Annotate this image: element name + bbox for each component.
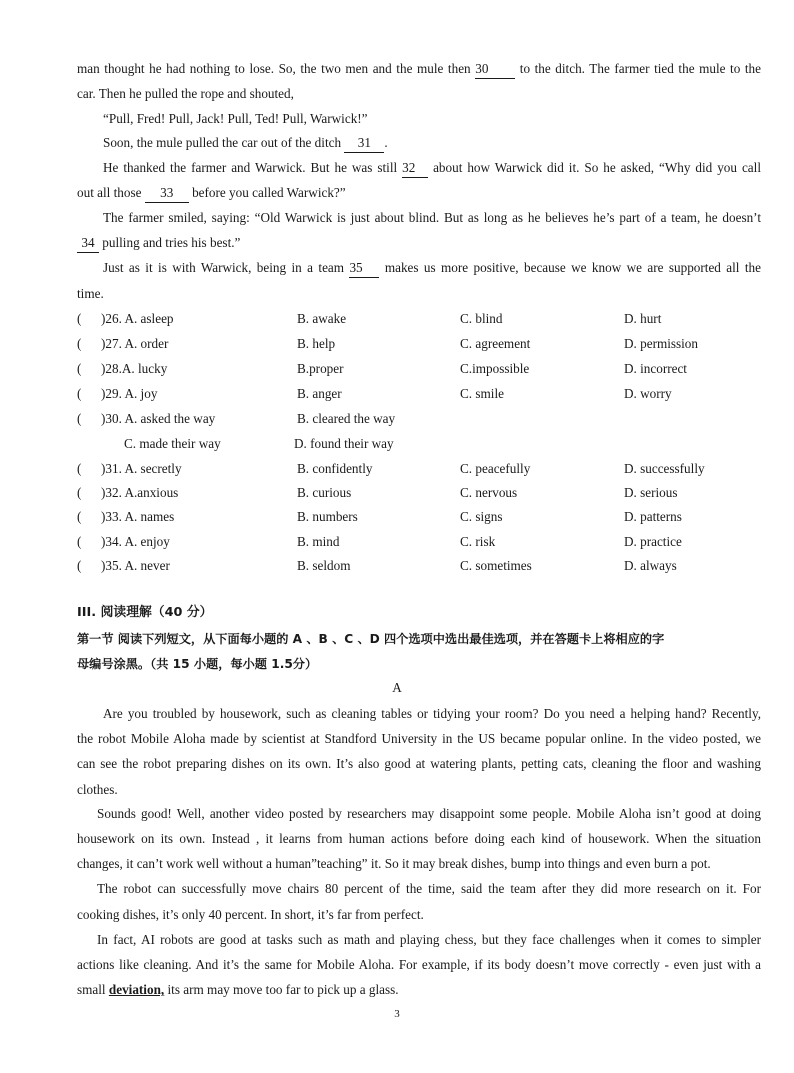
answer-bracket: ( [77,361,82,376]
question-32-option-a: )32. A.anxious [101,485,179,500]
question-29-option-a: )29. A. joy [101,386,158,401]
blank-33: 33 [145,184,189,203]
question-30-option-b: B. cleared the way [297,411,396,426]
passage-line-5: He thanked the farmer and Warwick. But he was still 32 about how Warwick did it. So he asked, “Why did you call [103,159,761,178]
blank-31: 31 [344,134,384,153]
question-29-option-b: B. anger [297,386,342,401]
question-26-option-c: C. blind [460,311,503,326]
question-27-option-d: D. permission [624,336,698,351]
question-35-option-c: C. sometimes [460,558,532,573]
page-number: 3 [394,1008,400,1020]
passage-line-8: 34 pulling and tries his best.” [77,234,240,253]
question-30-option-a: )30. A. asked the way [101,411,216,426]
reading-p2-line-2: housework on its own. Instead , it learns from human actions before doing each kind of housework. When the situation [77,831,761,846]
section-instruction-2: 母编号涂黑。（共 15 小题，每小题 1.5分） [77,657,318,671]
reading-p1-line-1: Are you troubled by housework, such as cleaning tables or tidying your room? Do you need a helping hand? Recently, [103,706,761,721]
passage-line-9: Just as it is with Warwick, being in a team 35 makes us more positive, because we know we are supported all the [103,259,761,278]
reading-p4-line-2: actions like cleaning. And it’s the same for Mobile Aloha. For example, if its body doesn’t move correctly - even just with a [77,957,761,972]
question-28-option-b: B.proper [297,361,344,376]
question-30-option-c: C. made their way [124,436,221,451]
answer-bracket: ( [77,311,82,326]
question-33-option-a: )33. A. names [101,509,175,524]
passage-line-6: out all those 33 before you called Warwick?” [77,184,346,203]
question-27-option-c: C. agreement [460,336,531,351]
answer-bracket: ( [77,509,82,524]
reading-p1-line-3: can see the robot preparing dishes on its own. It’s also good at watering plants, petting cats, cleaning the floor and washing [77,756,761,771]
question-35-option-a: )35. A. never [101,558,170,573]
question-34-option-b: B. mind [297,534,340,549]
question-26-option-d: D. hurt [624,311,662,326]
blank-34: 34 [77,234,99,253]
question-31-option-d: D. successfully [624,461,705,476]
blank-32: 32 [402,159,428,178]
answer-bracket: ( [77,485,82,500]
section-instruction-1: 第一节 阅读下列短文，从下面每小题的 A 、B 、C 、D 四个选项中选出最佳选项，并在答题卡上将相应的字 [77,632,665,646]
question-35-option-b: B. seldom [297,558,351,573]
question-34-option-c: C. risk [460,534,496,549]
question-26-option-b: B. awake [297,311,347,326]
question-28-option-c: C.impossible [460,361,530,376]
question-33-option-b: B. numbers [297,509,358,524]
answer-bracket: ( [77,411,82,426]
reading-p1-line-2: the robot Mobile Aloha made by scientist at Standford University in the US became popular online. In the video posted, we [77,731,761,746]
passage-line-7: The farmer smiled, saying: “Old Warwick is just about blind. But as long as he believes he’s part of a team, he doesn’t [103,210,761,225]
reading-p4-line-1: In fact, AI robots are good at tasks such as math and playing chess, but they face challenges when it comes to simpler [97,932,761,947]
answer-bracket: ( [77,386,82,401]
blank-30: 30 [475,60,515,79]
passage-line-10: time. [77,286,104,301]
question-29-option-d: D. worry [624,386,672,401]
question-28-option-a: )28.A. lucky [101,361,168,376]
answer-bracket: ( [77,534,82,549]
section-heading: III. 阅读理解（40 分） [77,605,213,620]
question-29-option-c: C. smile [460,386,504,401]
answer-bracket: ( [77,558,82,573]
blank-35: 35 [349,259,379,278]
answer-bracket: ( [77,461,82,476]
question-33-option-d: D. patterns [624,509,682,524]
question-32-option-c: C. nervous [460,485,518,500]
passage-title: A [392,680,402,695]
question-26-option-a: )26. A. asleep [101,311,174,326]
question-31-option-a: )31. A. secretly [101,461,182,476]
question-33-option-c: C. signs [460,509,503,524]
answer-bracket: ( [77,336,82,351]
question-34-option-d: D. practice [624,534,682,549]
question-27-option-b: B. help [297,336,336,351]
passage-line-2: car. Then he pulled the rope and shouted, [77,86,294,101]
question-35-option-d: D. always [624,558,677,573]
question-27-option-a: )27. A. order [101,336,169,351]
reading-p2-line-1: Sounds good! Well, another video posted by researchers may disappoint some people. Mobile Aloha isn’t good at doing [97,806,761,821]
question-34-option-a: )34. A. enjoy [101,534,170,549]
question-30-option-d: D. found their way [294,436,394,451]
reading-p1-line-4: clothes. [77,782,118,797]
question-31-option-b: B. confidently [297,461,373,476]
passage-line-1: man thought he had nothing to lose. So, the two men and the mule then 30 to the ditch. The farmer tied the mule to the [77,60,761,79]
reading-p3-line-2: cooking dishes, it’s only 40 percent. In short, it’s far from perfect. [77,907,424,922]
question-32-option-b: B. curious [297,485,352,500]
question-31-option-c: C. peacefully [460,461,531,476]
question-32-option-d: D. serious [624,485,678,500]
reading-p4-line-3: small deviation, its arm may move too far to pick up a glass. [77,982,399,997]
reading-p2-line-3: changes, it can’t work well without a human”teaching” it. So it may break dishes, bump into things and even burn a pot. [77,856,711,871]
passage-line-4: Soon, the mule pulled the car out of the ditch 31 . [103,134,388,153]
passage-line-3: “Pull, Fred! Pull, Jack! Pull, Ted! Pull, Warwick!” [103,111,368,126]
reading-p3-line-1: The robot can successfully move chairs 80 percent of the time, said the team after they did more research on it. For [97,881,761,896]
question-28-option-d: D. incorrect [624,361,687,376]
underlined-word: deviation, [108,982,165,997]
